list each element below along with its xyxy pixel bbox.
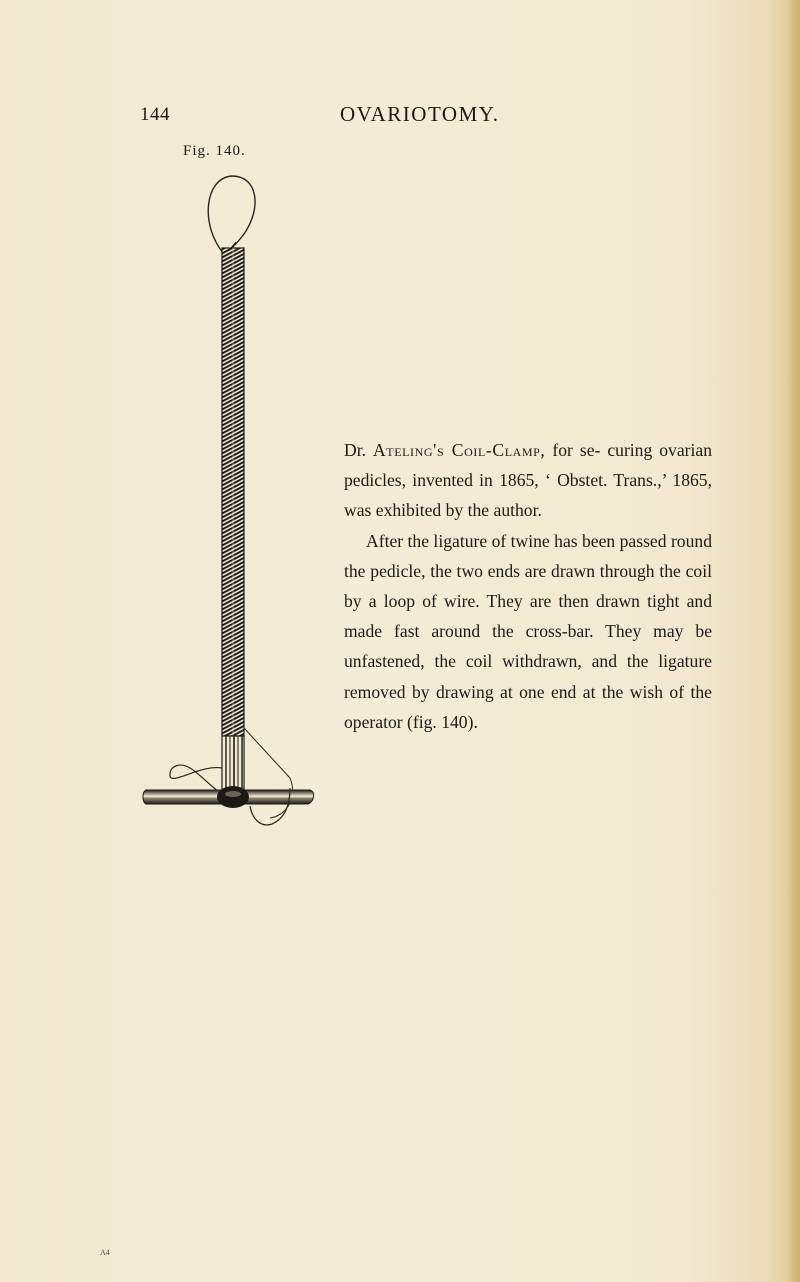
page-edge-shadow — [786, 0, 800, 1282]
body-text — [344, 435, 712, 737]
figure-label: Fig. 140. — [183, 143, 246, 159]
signature-mark: A4 — [100, 1248, 110, 1257]
paragraph-2: After the ligature of twine has been passed round the pedicle, the two ends are drawn through the coil by a loop of wire. They are then drawn tight and made fast around the cross-bar. They may be unfastened, the coil withdrawn, and the ligature removed by drawing at one end at the wish of the operator (fig. 140). — [344, 530, 712, 732]
paragraph-1-prefix: Dr. — [344, 440, 373, 460]
coil-clamp-illustration — [140, 168, 330, 830]
wire-loop-top — [208, 176, 255, 254]
paragraph-1-rest: for se- curing ovarian pedicles, invented in 1865, ‘ Obstet. Trans.,’ 1865, was exhibited by the author. — [344, 440, 712, 521]
instrument-name: Ateling's Coil-Clamp, — [372, 440, 546, 460]
paragraph-1 — [344, 435, 712, 526]
page-number: 144 — [140, 104, 170, 125]
running-title: OVARIOTOMY. — [340, 102, 500, 126]
